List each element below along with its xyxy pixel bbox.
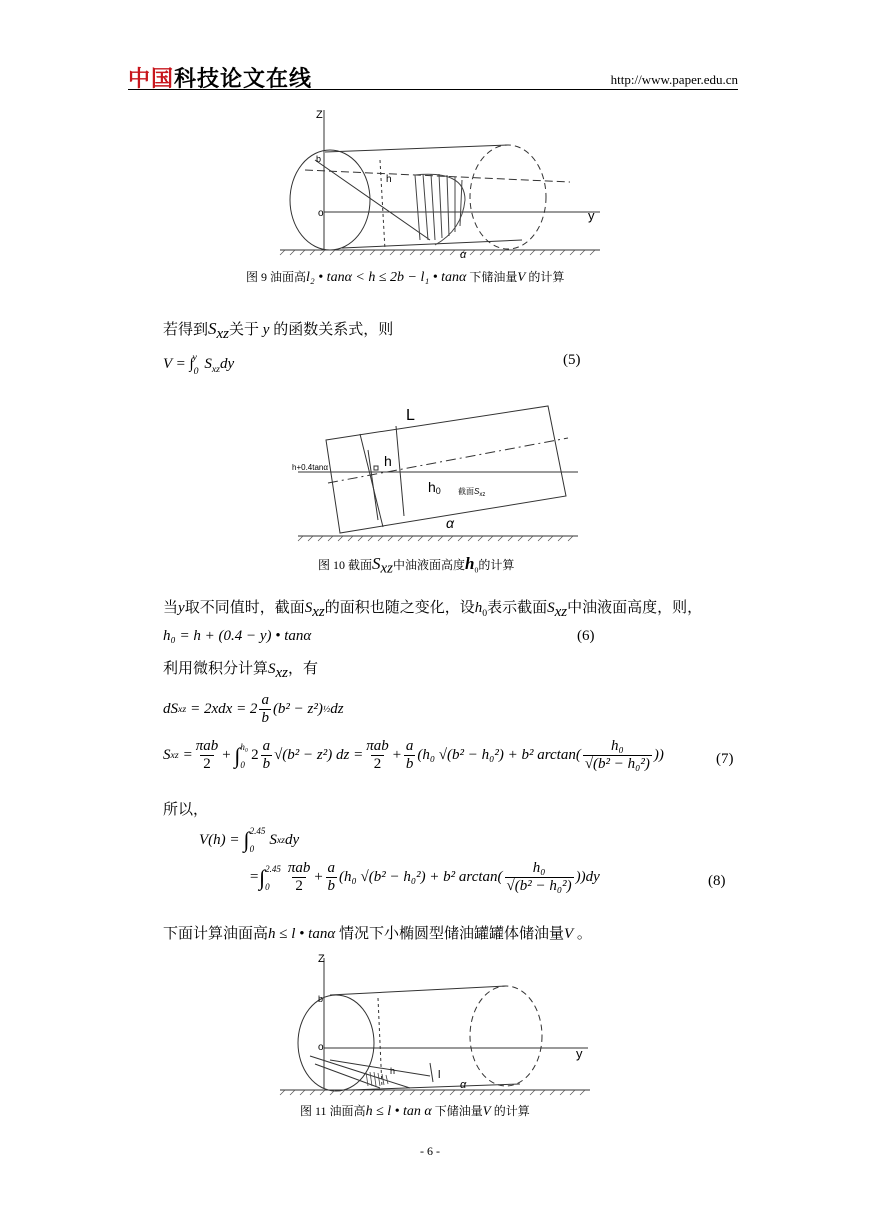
- z-axis-label: Z: [318, 953, 325, 965]
- journal-logo: 中国科技论文在线: [128, 67, 313, 92]
- y-axis-label: y: [588, 208, 595, 223]
- figure-11-caption: 图 11 油面高h ≤ l • tan α 下储油量V 的计算: [300, 1103, 530, 1119]
- equation-5: $V = \int_0^y$ $S_{xz}dy$: [163, 352, 235, 377]
- equation-ds: dS xz = 2xdx = 2 a b (b² − z²) ½ dz: [163, 692, 344, 726]
- h-label: h: [386, 174, 392, 185]
- b-label: b: [318, 994, 324, 1004]
- paragraph-2: 当y取不同值时，截面$S_{xz}$的面积也随之变化，设$h_0$表示截面$S_{xz}$中油液面高度，则，: [163, 600, 703, 620]
- h0-label: h0: [428, 479, 441, 496]
- z-axis-label: Z: [316, 109, 323, 121]
- b-label: b: [316, 154, 322, 164]
- equation-7: S xz = πab 2 + ∫ h₀ 0 2 a b √(b² − z²) dz = πab 2 + a b (h₀ √(b² − h₀²) + b² arctan( h₀ √(b² − h₀²) )): [163, 738, 664, 772]
- section-label: 截面$S_{xz}$: [458, 487, 486, 498]
- paragraph-1: 若得到$S_{xz}$关于 y 的函数关系式，则: [163, 319, 394, 342]
- figure-9-caption: 图 9 油面高l₂ • tanα < h ≤ 2b − l₁ • tanα 下储油量V 的计算: [246, 269, 565, 285]
- figure-11: [270, 948, 600, 1096]
- y-axis-label: y: [576, 1046, 583, 1061]
- alpha-label: α: [460, 249, 467, 260]
- h-offset-label: h+0.4tanα: [292, 463, 328, 472]
- figure-9: [270, 100, 610, 260]
- paragraph-5: 下面计算油面高h ≤ l • tanα 情况下小椭圆型储油罐罐体储油量V 。: [163, 926, 592, 942]
- page-number: - 6 -: [420, 1144, 440, 1158]
- equation-6-number: (6): [577, 628, 595, 644]
- alpha-label: α: [460, 1079, 467, 1091]
- alpha-label: α: [446, 515, 454, 531]
- origin-label: o: [318, 208, 324, 219]
- origin-label: o: [318, 1042, 324, 1053]
- equation-7-number: (7): [716, 751, 734, 767]
- paragraph-4: 所以，: [163, 802, 209, 818]
- equation-6: h₀ = h + (0.4 − y) • tanα: [163, 628, 312, 644]
- header-rule: [128, 89, 738, 90]
- h-label: h: [390, 1066, 396, 1076]
- equation-5-number: (5): [563, 352, 581, 368]
- paragraph-3: 利用微积分计算$S_{xz}$，有: [163, 661, 319, 681]
- equation-8-number: (8): [708, 873, 726, 889]
- equation-8-line-1: V(h) = ∫ 2.45 0 S xz dy: [199, 826, 300, 854]
- figure-10-caption: 图 10 截面$S_{xz}$中油液面高度$h_0$的计算: [318, 554, 515, 577]
- L-label: L: [406, 407, 415, 424]
- journal-url[interactable]: http://www.paper.edu.cn: [610, 72, 738, 87]
- figure-10: [288, 398, 588, 546]
- h-label: h: [384, 453, 392, 469]
- l-label: l: [438, 1069, 441, 1081]
- equation-8-line-2: = ∫ 2.45 0 πab 2 + a b (h₀ √(b² − h₀²) + b² arctan( h₀ √(b² − h₀²) ))dy: [249, 860, 600, 894]
